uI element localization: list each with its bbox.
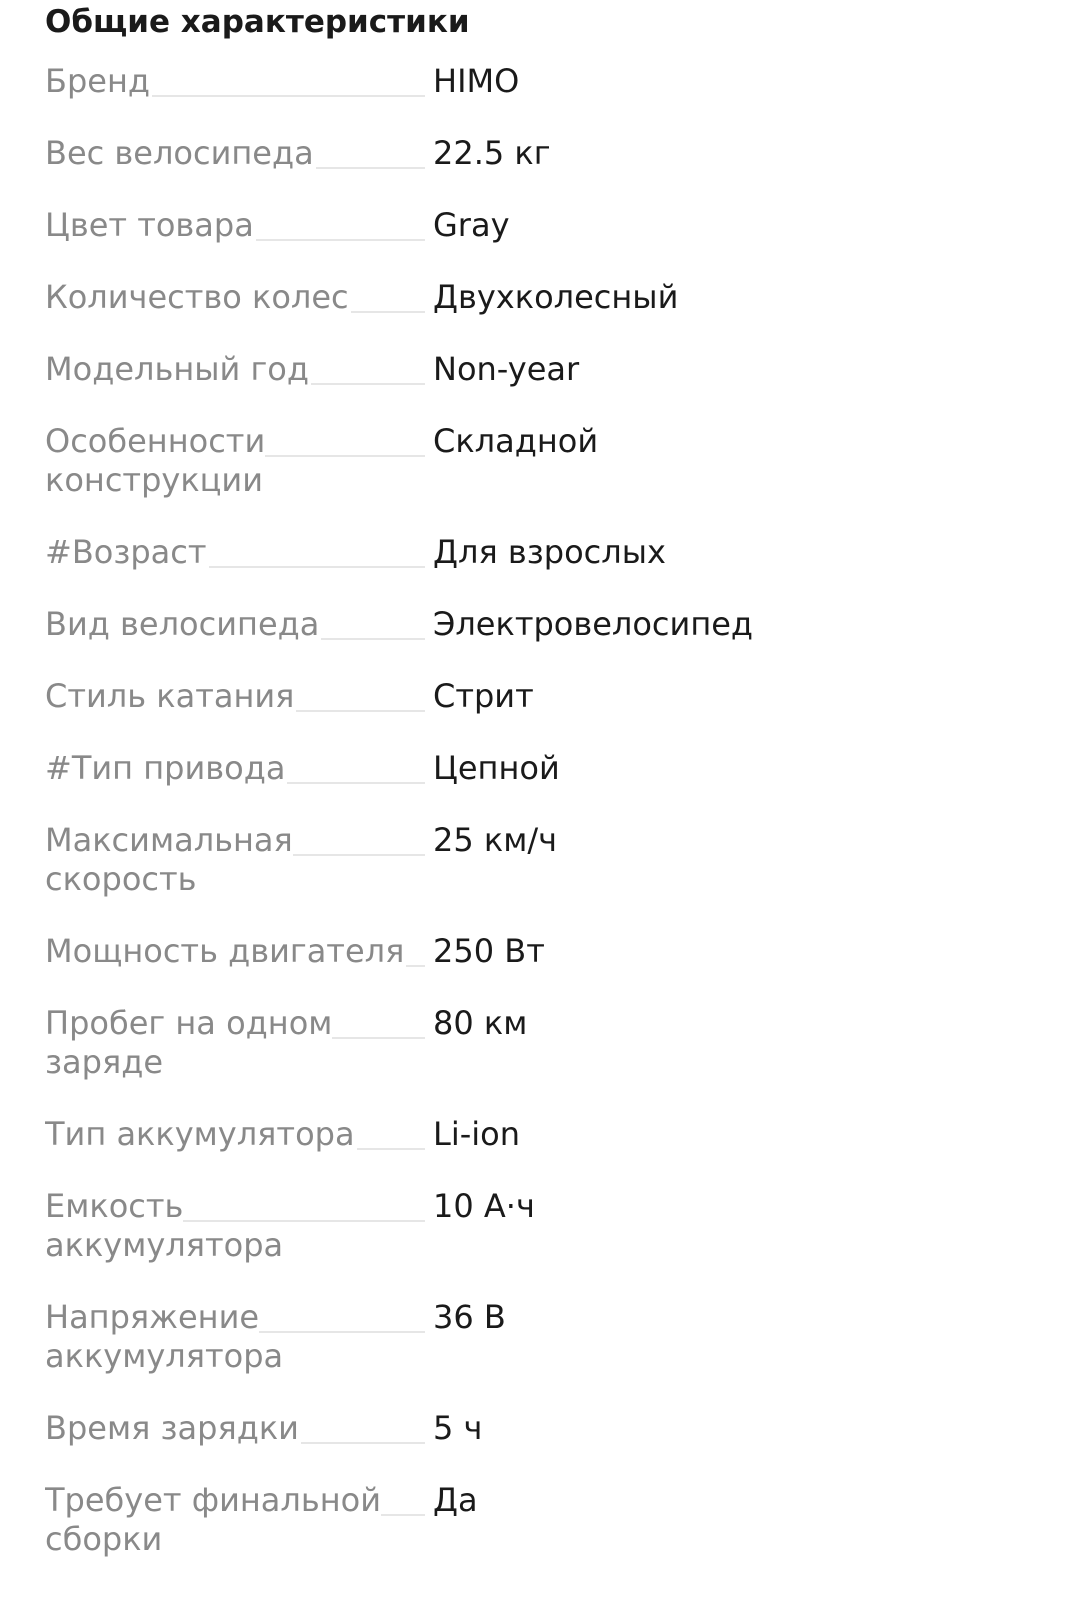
spec-name-label: Максимальная скорость <box>45 821 293 898</box>
spec-name <box>45 278 425 317</box>
spec-value: Двухколесный <box>433 278 679 316</box>
spec-name <box>45 62 425 101</box>
spec-name-label: Бренд <box>45 62 150 100</box>
spec-value: Складной <box>433 422 599 460</box>
spec-row-bike-type <box>45 605 1045 644</box>
spec-name <box>45 1004 425 1082</box>
spec-row-battery-capacity <box>45 1187 1045 1265</box>
spec-name <box>45 1409 425 1448</box>
spec-name-label: Цвет товара <box>45 206 254 244</box>
spec-name <box>45 1115 425 1154</box>
spec-value: 10 А·ч <box>433 1187 535 1225</box>
spec-row-charge-time <box>45 1409 1045 1448</box>
spec-value: Да <box>433 1481 478 1519</box>
spec-row-motor-power <box>45 932 1045 971</box>
spec-name-label: Вид велосипеда <box>45 605 320 643</box>
spec-value: Gray <box>433 206 510 244</box>
spec-value: Стрит <box>433 677 534 715</box>
spec-row-model-year <box>45 350 1045 389</box>
spec-value: 22.5 кг <box>433 134 551 172</box>
spec-name-label: Емкость аккумулятора <box>45 1187 284 1264</box>
spec-row-age <box>45 533 1045 572</box>
spec-row-max-speed <box>45 821 1045 899</box>
spec-value: 80 км <box>433 1004 528 1042</box>
spec-value: 250 Вт <box>433 932 545 970</box>
spec-name <box>45 350 425 389</box>
spec-row-construction <box>45 422 1045 500</box>
spec-name <box>45 422 425 500</box>
spec-value: HIMO <box>433 62 520 100</box>
spec-row-weight <box>45 134 1045 173</box>
spec-name-label: Особенности конструкции <box>45 422 266 499</box>
spec-name-label: Требует финальной сборки <box>45 1481 382 1558</box>
spec-name <box>45 1298 425 1376</box>
spec-name-label: #Тип привода <box>45 749 286 787</box>
spec-value: Non-year <box>433 350 580 388</box>
spec-value: 5 ч <box>433 1409 483 1447</box>
spec-name-label: Вес велосипеда <box>45 134 314 172</box>
spec-name <box>45 821 425 899</box>
spec-name-label: Количество колес <box>45 278 349 316</box>
spec-name <box>45 749 425 788</box>
spec-row-drive-type <box>45 749 1045 788</box>
spec-name <box>45 533 425 572</box>
spec-value: Для взрослых <box>433 533 666 571</box>
spec-row-riding-style <box>45 677 1045 716</box>
spec-name <box>45 134 425 173</box>
spec-name-label: Пробег на одном заряде <box>45 1004 333 1081</box>
spec-name <box>45 206 425 245</box>
spec-name-label: Мощность двигателя <box>45 932 405 970</box>
spec-row-wheels <box>45 278 1045 317</box>
spec-row-brand <box>45 62 1045 101</box>
spec-row-range <box>45 1004 1045 1082</box>
spec-row-final-assembly <box>45 1481 1045 1559</box>
spec-value: 25 км/ч <box>433 821 558 859</box>
spec-name <box>45 932 425 971</box>
spec-name-label: Стиль катания <box>45 677 295 715</box>
spec-name <box>45 1481 425 1559</box>
spec-value: Li-ion <box>433 1115 521 1153</box>
spec-value: 36 В <box>433 1298 506 1336</box>
spec-name-label: Напряжение аккумулятора <box>45 1298 284 1375</box>
spec-name <box>45 677 425 716</box>
spec-name <box>45 605 425 644</box>
spec-name-label: Тип аккумулятора <box>45 1115 355 1153</box>
spec-row-color <box>45 206 1045 245</box>
spec-row-battery-type <box>45 1115 1045 1154</box>
spec-row-battery-voltage <box>45 1298 1045 1376</box>
spec-value: Цепной <box>433 749 560 787</box>
spec-name-label: Модельный год <box>45 350 309 388</box>
section-title: Общие характеристики <box>45 4 470 40</box>
spec-name-label: Время зарядки <box>45 1409 299 1447</box>
spec-name-label: #Возраст <box>45 533 207 571</box>
spec-name <box>45 1187 425 1265</box>
spec-list <box>45 62 1045 1592</box>
spec-value: Электровелосипед <box>433 605 754 643</box>
